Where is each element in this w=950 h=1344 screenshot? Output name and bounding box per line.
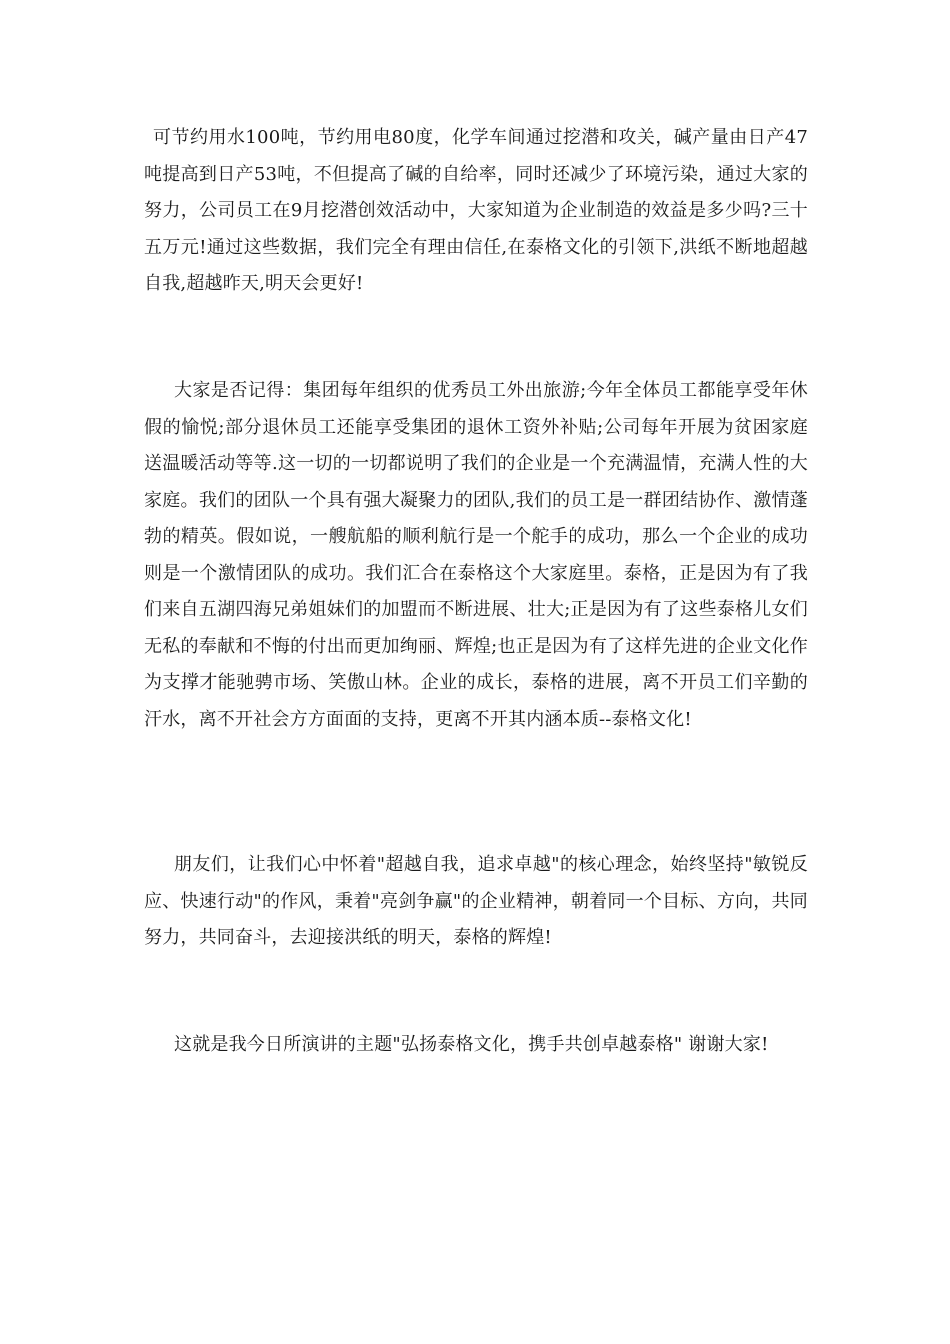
paragraph-friends: 朋友们，让我们心中怀着"超越自我，追求卓越"的核心理念，始终坚持"敏锐反应、快速行动"的作风，秉着"亮剑争赢"的企业精神，朝着同一个目标、方向，共同努力，共同奋斗，去迎接洪纸的明天，泰格的辉煌! bbox=[144, 854, 808, 948]
paragraph-family: 大家是否记得：集团每年组织的优秀员工外出旅游;今年全体员工都能享受年休假的愉悦;部分退休员工还能享受集团的退休工资外补贴;公司每年开展为贫困家庭送温暖活动等等.这一切的一切都说明了我们的企业是一个充满温情，充满人性的大家庭。我们的团队一个具有强大凝聚力的团队,我们的员工是一群团结协作、激情蓬勃的精英。假如说，一艘航船的顺利航行是一个舵手的成功，那么一个企业的成功则是一个激情团队的成功。我们汇合在泰格这个大家庭里。泰格，正是因为有了我们来自五湖四海兄弟姐妹们的加盟而不断进展、壮大;正是因为有了这些泰格儿女们无私的奉献和不悔的付出而更加绚丽、辉煌;也正是因为有了这样先进的企业文化作为支撑才能驰骋市场、笑傲山林。企业的成长，泰格的进展，离不开员工们辛勤的汗水，离不开社会方方面面的支持，更离不开其内涵本质--泰格文化! bbox=[144, 380, 808, 730]
paragraph-closing: 这就是我今日所演讲的主题"弘扬泰格文化，携手共创卓越泰格" 谢谢大家! bbox=[174, 1034, 769, 1055]
paragraph-savings: 可节约用水100吨，节约用电80度，化学车间通过挖潜和攻关，碱产量由日产47吨提高到日产53吨，不但提高了碱的自给率，同时还减少了环境污染，通过大家的努力，公司员工在9月挖潜创效活动中，大家知道为企业制造的效益是多少吗?三十五万元!通过这些数据，我们完全有理由信任,在泰格文化的引领下,洪纸不断地超越自我,超越昨天,明天会更好! bbox=[144, 127, 808, 294]
